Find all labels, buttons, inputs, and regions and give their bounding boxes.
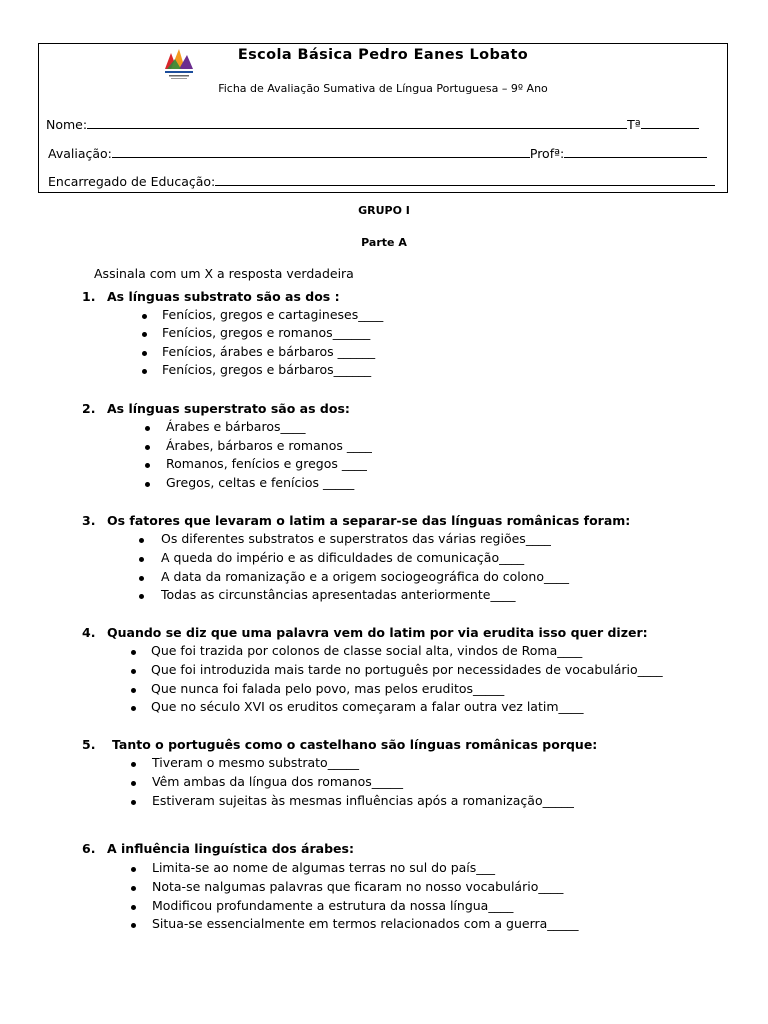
bullet-icon — [139, 594, 144, 599]
question-1 — [82, 289, 340, 304]
class-label: Tª — [627, 117, 641, 132]
bullet-icon — [142, 314, 147, 319]
bullet-icon — [131, 669, 136, 674]
group-heading: GRUPO I — [358, 204, 410, 217]
bullet-icon — [145, 482, 150, 487]
answer-option[interactable]: Que no século XVI os eruditos começaram a falar outra vez latim____ — [151, 699, 584, 714]
answer-option[interactable]: Gregos, celtas e fenícios _____ — [166, 475, 355, 490]
bullet-icon — [131, 886, 136, 891]
answer-option[interactable]: Romanos, fenícios e gregos ____ — [166, 456, 367, 471]
answer-option[interactable]: Que nunca foi falada pelo povo, mas pelos eruditos_____ — [151, 681, 505, 696]
question-text: As línguas substrato são as dos : — [107, 289, 340, 304]
name-line — [87, 116, 627, 129]
bullet-icon — [145, 445, 150, 450]
answer-option[interactable]: Limita-se ao nome de algumas terras no sul do país___ — [152, 860, 496, 875]
answer-option[interactable]: Que foi trazida por colonos de classe social alta, vindos de Roma____ — [151, 643, 583, 658]
question-number: 6. — [82, 841, 96, 856]
answer-option[interactable]: Fenícios, gregos e romanos______ — [162, 325, 371, 340]
bullet-icon — [139, 557, 144, 562]
answer-option[interactable]: A data da romanização e a origem sociogeográfica do colono____ — [161, 569, 569, 584]
answer-option[interactable]: Modificou profundamente a estrutura da nossa língua____ — [152, 898, 514, 913]
question-text: Tanto o português como o castelhano são línguas românicas porque: — [112, 737, 598, 752]
answer-option[interactable]: Fenícios, gregos e cartagineses____ — [162, 307, 384, 322]
question-6 — [82, 841, 354, 856]
answer-option[interactable]: A queda do império e as dificuldades de comunicação____ — [161, 550, 525, 565]
question-text: Quando se diz que uma palavra vem do latim por via erudita isso quer dizer: — [107, 625, 648, 640]
answer-option[interactable]: Vêm ambas da língua dos romanos_____ — [152, 774, 404, 789]
name-field[interactable] — [46, 116, 699, 132]
question-5 — [82, 737, 597, 752]
evaluation-label: Avaliação: — [48, 146, 112, 161]
question-text: A influência linguística dos árabes: — [107, 841, 354, 856]
bullet-icon — [131, 800, 136, 805]
answer-option[interactable]: Árabes, bárbaros e romanos ____ — [166, 438, 372, 453]
answer-option[interactable]: Situa-se essencialmente em termos relacionados com a guerra_____ — [152, 916, 579, 931]
question-3 — [82, 513, 630, 528]
answer-option[interactable]: Estiveram sujeitas às mesmas influências após a romanização_____ — [152, 793, 574, 808]
teacher-label: Profª: — [529, 146, 565, 161]
question-number: 2. — [82, 401, 96, 416]
bullet-icon — [142, 369, 147, 374]
evaluation-line — [112, 145, 530, 158]
answer-option[interactable]: Todas as circunstâncias apresentadas anteriormente____ — [161, 587, 516, 602]
question-number: 5. — [82, 737, 96, 752]
bullet-icon — [145, 426, 150, 431]
answer-option[interactable]: Tiveram o mesmo substrato_____ — [152, 755, 359, 770]
question-number: 1. — [82, 289, 96, 304]
guardian-line — [215, 173, 715, 186]
answer-option[interactable]: Nota-se nalgumas palavras que ficaram no nosso vocabulário____ — [152, 879, 564, 894]
guardian-label: Encarregado de Educação: — [48, 174, 216, 189]
bullet-icon — [131, 905, 136, 910]
answer-option[interactable]: Árabes e bárbaros____ — [166, 419, 306, 434]
bullet-icon — [139, 538, 144, 543]
question-text: As línguas superstrato são as dos: — [107, 401, 350, 416]
question-4 — [82, 625, 648, 640]
bullet-icon — [131, 923, 136, 928]
question-2 — [82, 401, 350, 416]
question-number: 4. — [82, 625, 96, 640]
evaluation-field[interactable] — [48, 145, 707, 161]
part-heading: Parte A — [361, 236, 407, 249]
header-box — [38, 43, 728, 193]
bullet-icon — [131, 762, 136, 767]
bullet-icon — [131, 650, 136, 655]
bullet-icon — [142, 351, 147, 356]
guardian-field[interactable] — [48, 173, 715, 189]
name-label: Nome: — [46, 117, 88, 132]
teacher-line — [564, 145, 707, 158]
bullet-icon — [131, 867, 136, 872]
class-line — [641, 116, 699, 129]
bullet-icon — [131, 688, 136, 693]
answer-option[interactable]: Que foi introduzida mais tarde no português por necessidades de vocabulário____ — [151, 662, 663, 677]
bullet-icon — [145, 463, 150, 468]
bullet-icon — [142, 332, 147, 337]
answer-option[interactable]: Os diferentes substratos e superstratos das várias regiões____ — [161, 531, 551, 546]
bullet-icon — [139, 576, 144, 581]
sheet-title: Ficha de Avaliação Sumativa de Língua Portuguesa – 9º Ano — [218, 82, 548, 95]
instruction: Assinala com um X a resposta verdadeira — [94, 266, 354, 281]
school-name: Escola Básica Pedro Eanes Lobato — [237, 47, 529, 63]
question-text: Os fatores que levaram o latim a separar-se das línguas românicas foram: — [107, 513, 631, 528]
answer-option[interactable]: Fenícios, gregos e bárbaros______ — [162, 362, 372, 377]
answer-option[interactable]: Fenícios, árabes e bárbaros ______ — [162, 344, 376, 359]
bullet-icon — [131, 781, 136, 786]
question-number: 3. — [82, 513, 96, 528]
bullet-icon — [131, 706, 136, 711]
